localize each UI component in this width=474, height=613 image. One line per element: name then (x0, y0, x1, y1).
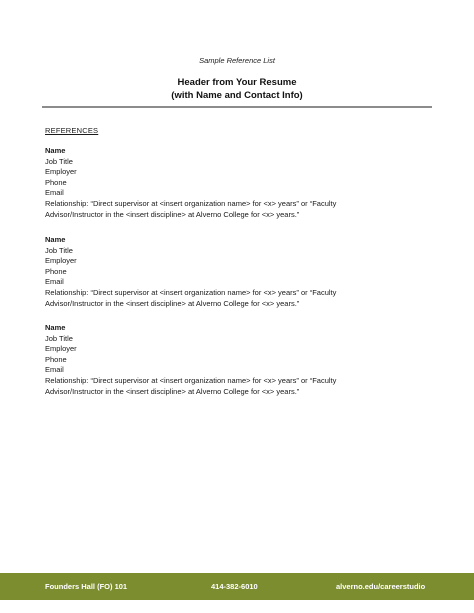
reference-employer: Employer (45, 167, 77, 177)
reference-relationship: Relationship: “Direct supervisor at <insert organization name> for <x> years” or “Faculty Advisor/Instructor in the <insert discipline> at Alverno College for <x> years.” (45, 198, 337, 219)
reference-entry-2 (45, 235, 365, 309)
reference-employer: Employer (45, 344, 77, 354)
references-heading: REFERENCES (45, 126, 99, 135)
resume-header (0, 76, 474, 102)
footer-phone: 414-382-6010 (211, 582, 258, 591)
footer-location: Founders Hall (FO) 101 (45, 582, 128, 591)
reference-job-title: Job Title (45, 156, 73, 166)
reference-relationship: Relationship: “Direct supervisor at <insert organization name> for <x> years” or “Faculty Advisor/Instructor in the <insert discipline> at Alverno College for <x> years.” (45, 287, 337, 308)
reference-entry-3 (45, 323, 365, 397)
reference-phone: Phone (45, 354, 67, 364)
reference-employer: Employer (45, 256, 77, 266)
footer-bar (0, 573, 474, 600)
reference-job-title: Job Title (45, 245, 73, 255)
reference-entry-1 (45, 146, 365, 220)
header-divider (42, 106, 432, 108)
reference-name: Name (45, 146, 66, 155)
reference-name: Name (45, 235, 66, 244)
reference-job-title: Job Title (45, 333, 73, 343)
reference-email: Email (45, 188, 64, 198)
reference-phone: Phone (45, 177, 67, 187)
reference-name: Name (45, 323, 66, 332)
header-line-1: Header from Your Resume (177, 77, 297, 88)
document-subtitle: Sample Reference List (199, 56, 275, 65)
reference-email: Email (45, 365, 64, 375)
header-line-2: (with Name and Contact Info) (171, 90, 303, 101)
footer-website-link[interactable]: alverno.edu/careerstudio (336, 582, 426, 591)
reference-email: Email (45, 277, 64, 287)
reference-relationship: Relationship: “Direct supervisor at <insert organization name> for <x> years” or “Faculty Advisor/Instructor in the <insert discipline> at Alverno College for <x> years.” (45, 375, 337, 396)
reference-phone: Phone (45, 266, 67, 276)
